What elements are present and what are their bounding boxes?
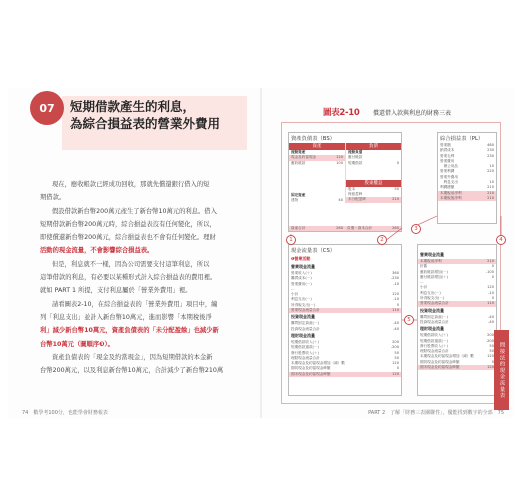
para-1-line-2: 期借款。	[40, 194, 66, 202]
bs-payable-row: 應付帳款	[348, 155, 363, 160]
bs-retained-row: 保留盈餘	[348, 192, 363, 197]
pl-title: 綜合損益表（PL）	[440, 136, 484, 142]
cs-inv-row: 購買固定資產(－) -40	[291, 321, 399, 326]
cs-fin-row: 發行股票收入(＋) 50	[291, 350, 399, 355]
para-3-line-1: 但是，利息就不一樣，因為公司需要支付這筆利息，所以	[52, 260, 210, 268]
cs2-fin-row: 本期現金及約當現金增加（減）數 120	[420, 354, 494, 359]
cs-op-row: 營業收入(＋) 360	[291, 271, 399, 275]
pl-rows-row: 營業利潤 220	[440, 169, 494, 174]
pl-rows-row: 利潤總額 210	[440, 185, 494, 190]
cs-op-row: 小計 120	[291, 292, 399, 297]
cs2-op-title: 營業現金流量	[420, 252, 444, 257]
left-page	[8, 88, 261, 418]
bs-building-row: 建物 40	[291, 198, 343, 203]
pl-rows-row: 營業外費用	[440, 174, 458, 179]
bs-current-assets: 流動資產	[291, 150, 306, 154]
cs-fin-title: 理財現金流量	[291, 332, 315, 338]
para-4-line-3: 利」減少新台幣10萬元，資產負債表的「未分配盈餘」也減少新	[40, 327, 219, 335]
cs-op-row: 所得稅支出(－) 0	[291, 302, 399, 307]
pl-rows-row: 利息支出 10	[440, 180, 494, 185]
cs-op-title: 營業現金流量	[291, 264, 315, 269]
bs-assets-header: 資產	[289, 143, 345, 150]
bs-liabilities-header: 負債	[346, 143, 401, 150]
cs-fin-row: 期初現金及約當現金餘額 0	[291, 366, 399, 371]
body-text	[40, 178, 248, 377]
para-4-line-1: 請看圖表2-10，在綜合損益表的「營業外費用」項目中，編	[52, 300, 218, 308]
para-2-line-4: 活動的現金流量，不會影響綜合損益表。	[40, 247, 154, 255]
para-5-line-1: 資產負債表的「現金及約當現金」，因為短期借款的本金新	[52, 353, 213, 361]
pl-rows-row: 營業費用	[440, 158, 455, 163]
cs2-op-row: 應收帳款增加(－) -100	[420, 269, 494, 274]
para-1-line-1: 現在，應收帳款已經成功回收，那就先償還銀行借入的短	[52, 181, 210, 188]
step-circle-2: 2	[377, 235, 387, 245]
cs-op-row: 購貨成本(－) -230	[291, 276, 399, 281]
pl-rows-row: 本期稅後淨利 210	[440, 195, 494, 200]
cs-section-1: ❶營業活動	[291, 256, 311, 261]
para-2-line-3: 即使償還新台幣200萬元，綜合損益表也不會有任何變化。理財	[40, 234, 216, 242]
bs-fixed-assets: 固定資產	[291, 192, 306, 197]
cs-fin-row: 短期借款還款(－) -200	[291, 345, 399, 350]
bs-current-liab: 流動負債	[348, 150, 363, 154]
cs2-fin-row: 短期借款收入(＋) 200	[420, 333, 494, 338]
cs-fin-row: 本期現金及約當現金增加（減）數 120	[291, 361, 399, 366]
figure-number: 圖表2-10	[323, 108, 360, 118]
cs2-fin-row: 理財現金流量合計 50	[420, 349, 494, 354]
cs2-op-row: 小計 120	[420, 285, 494, 290]
cs2-op-row: 營業現金流量合計 110	[420, 301, 494, 306]
bs-short-loan-row: 短期借款 0	[348, 160, 399, 165]
cs2-op-row: 折舊 0	[420, 264, 494, 269]
para-4-line-2: 列「利息支出」並計入新台幣10萬元，進而影響「本期稅後淨	[40, 313, 212, 321]
cs2-inv-row: 投資現金流量合計 -40	[420, 319, 494, 324]
cs-fin-row: 理財現金流量合計 50	[291, 355, 399, 360]
pl-rows-row: 營業毛利 230	[440, 153, 494, 158]
left-footer: 74 數學考100分，也能學會財務報表	[22, 410, 108, 416]
pl-rows-row: 銷貨成本 230	[440, 148, 494, 153]
para-5-line-2: 台幣200萬元，以及利息新台幣10萬元，合計減少了新台幣210萬	[40, 367, 224, 375]
title-line-2: 為綜合損益表的營業外費用	[70, 116, 221, 131]
book-spread	[8, 88, 514, 418]
bs-total-assets: 資產合計 260	[291, 225, 343, 230]
cs2-op-row: 本期稅前淨利 210	[420, 259, 494, 263]
cs2-op-row: 利息支出(－) -10	[420, 290, 494, 295]
cs2-inv-row: 購買固定資產(－) -40	[420, 314, 494, 319]
para-3-line-3: 就如 PART 1 所提，支付利息屬於「營業外費用」裡。	[40, 287, 192, 295]
section-title	[70, 98, 248, 132]
title-line-1: 短期借款產生的利息，	[70, 99, 196, 114]
para-2-line-1: 假設借款新台幣200萬元產生了新台幣10萬元的利息。借入	[52, 207, 217, 215]
bs-title: 資產負債表（BS）	[291, 136, 335, 142]
cs-op-row: 營業現金流量合計 110	[291, 308, 399, 313]
para-4-line-4: 台幣10萬元（圖順序❸）。	[40, 340, 114, 348]
cs-op-row: …	[291, 286, 295, 291]
cs2-op-row: 所得稅支出(－) 0	[420, 296, 494, 301]
cs2-fin-title: 理財現金流量	[420, 326, 444, 332]
cs-title: 現金流量表（CS）	[291, 248, 336, 254]
pl-rows-row: 辦公用品 10	[440, 164, 494, 169]
bs-undistributed-row: 未分配盈餘 210	[348, 197, 399, 202]
cs2-fin-row: 發行股票收入(＋) 50	[420, 343, 494, 348]
step-circle-4: 4	[496, 235, 506, 245]
cs2-op-row: 應付帳款增加(＋) 0	[420, 274, 494, 279]
cs2-fin-row: 期初現金及約當現金餘額 0	[420, 359, 494, 364]
cs2-inv-title: 投資現金流量	[420, 307, 444, 313]
cs-op-row: 利息支出(－) -10	[291, 297, 399, 302]
cs-inv-row: 投資現金流量合計 -40	[291, 326, 399, 331]
bs-total-le: 負債・資本合計 260	[347, 225, 399, 230]
bs-receivable-row: 應收帳款 100	[291, 160, 343, 165]
cs-op-row: 營業費用(－) -10	[291, 281, 399, 286]
cs-fin-row: 短期借款收入(＋) 200	[291, 339, 399, 344]
side-label: 間接法的現金流量表	[494, 330, 509, 410]
bs-capital-row: 股本 50	[348, 186, 399, 191]
cs2-fin-row: 短期借款還款(－) -200	[420, 338, 494, 343]
para-3-line-2: 這筆借款的利息，有必要以某種形式計入綜合損益表的費用裡。	[40, 274, 217, 282]
pl-rows-row: 本期稅前淨利 210	[440, 190, 494, 195]
cs-inv-title: 投資現金流量	[291, 314, 315, 320]
step-circle-5: 5	[404, 315, 414, 325]
right-page	[261, 88, 514, 418]
step-circle-1: 1	[286, 235, 296, 245]
figure-title: 償還借入款與利息的財務三表	[373, 110, 452, 117]
right-footer: PART 2 了解「財務三表關聯性」，優能找到數字的全部 75	[368, 410, 504, 416]
bs-cash-row: 現金及約當現金 120	[291, 155, 343, 160]
cs2-fin-row: 期末現金及約當現金餘額 120	[420, 365, 494, 370]
cs2-op-row: …	[420, 280, 424, 285]
connector-lines	[261, 88, 514, 418]
section-badge: 07	[30, 91, 64, 125]
para-2-line-2: 短期借款新台幣200萬元時，綜合損益表沒有任何變化，所以，	[40, 220, 216, 228]
bs-equity-header: 股東權益	[346, 180, 401, 187]
step-circle-3: 3	[411, 224, 421, 234]
pl-rows-row: 營業額 460	[440, 143, 494, 147]
cs-fin-row: 期末現金及約當現金餘額 120	[291, 371, 399, 376]
